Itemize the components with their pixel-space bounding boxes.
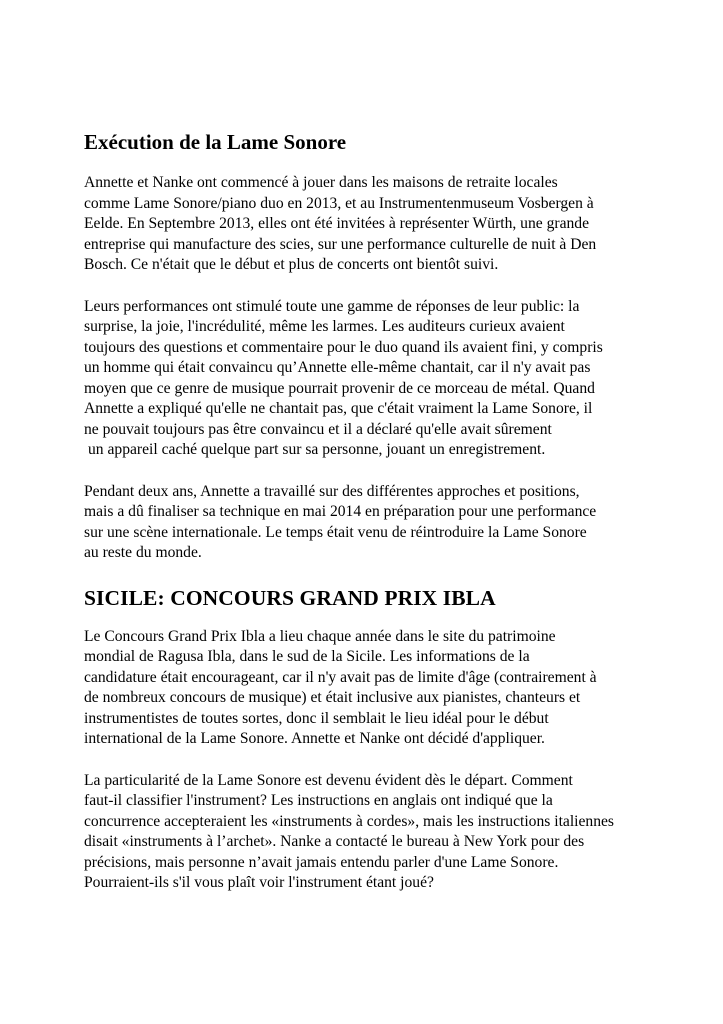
text-line: instrumentistes de toutes sortes, donc il semblait le lieu idéal pour le début: [84, 709, 549, 727]
text-line: moyen que ce genre de musique pourrait provenir de ce morceau de métal. Quand: [84, 379, 595, 397]
text-line: Annette a expliqué qu'elle ne chantait pas, que c'était vraiment la Lame Sonore, il: [84, 400, 593, 417]
text-line: comme Lame Sonore/piano duo en 2013, et au Instrumentenmuseum Vosbergen à: [84, 194, 594, 212]
text-line: Annette et Nanke ont commencé à jouer dans les maisons de retraite locales: [84, 174, 558, 191]
text-line: La particularité de la Lame Sonore est devenu évident dès le départ. Comment: [84, 771, 573, 789]
text-line: Leurs performances ont stimulé toute une gamme de réponses de leur public: la: [84, 297, 580, 315]
text-line: Le Concours Grand Prix Ibla a lieu chaque année dans le site du patrimoine: [84, 627, 556, 645]
text-line: surprise, la joie, l'incrédulité, même les larmes. Les auditeurs curieux avaient: [84, 318, 565, 335]
text-line: sur une scène internationale. Le temps était venu de réintroduire la Lame Sonore: [84, 523, 587, 541]
text-line: mais a dû finaliser sa technique en mai 2014 en préparation pour une performance: [84, 503, 597, 520]
paragraph: [84, 297, 644, 461]
section-heading-sicile: SICILE: CONCOURS GRAND PRIX IBLA: [84, 585, 496, 610]
text-line: un homme qui était convaincu qu’Annette elle-même chantait, car il n'y avait pas: [84, 359, 591, 376]
section-heading-execution: Exécution de la Lame Sonore: [84, 130, 347, 154]
text-line: candidature était encourageant, car il n'y avait pas de limite d'âge (contrairement à: [84, 668, 597, 686]
text-line: entreprise qui manufacture des scies, sur une performance culturelle de nuit à Den: [84, 235, 597, 253]
text-line: toujours des questions et commentaire pour le duo quand ils avaient fini, y compris: [84, 338, 603, 356]
text-line: faut-il classifier l'instrument? Les instructions en anglais ont indiqué que la: [84, 792, 553, 809]
text-line: un appareil caché quelque part sur sa personne, jouant un enregistrement.: [88, 441, 546, 458]
text-line: Pendant deux ans, Annette a travaillé sur des différentes approches et positions,: [84, 482, 580, 500]
text-line: international de la Lame Sonore. Annette et Nanke ont décidé d'appliquer.: [84, 730, 545, 747]
text-line: Eelde. En Septembre 2013, elles ont été invitées à représenter Würth, une grande: [84, 215, 590, 232]
text-line: Pourraient-ils s'il vous plaît voir l'instrument étant joué?: [84, 874, 434, 891]
text-line: Bosch. Ce n'était que le début et plus de concerts ont bientôt suivi.: [84, 256, 499, 273]
text-line: concurrence accepteraient les «instruments à cordes», mais les instructions italiennes: [84, 812, 614, 830]
paragraph: [84, 482, 644, 564]
text-line: précisions, mais personne n’avait jamais entendu parler d'une Lame Sonore.: [84, 853, 559, 871]
text-line: mondial de Ragusa Ibla, dans le sud de la Sicile. Les informations de la: [84, 648, 530, 665]
paragraph: [84, 627, 644, 750]
text-line: de nombreux concours de musique) et était inclusive aux pianistes, chanteurs et: [84, 689, 581, 706]
text-line: au reste du monde.: [84, 544, 202, 561]
paragraph: [84, 771, 644, 894]
text-line: ne pouvait toujours pas être convaincu et il a déclaré qu'elle avait sûrement: [84, 420, 552, 438]
text-line: disait «instruments à l’archet». Nanke a contacté le bureau à New York pour des: [84, 833, 585, 850]
document-body: [84, 129, 644, 915]
paragraph: [84, 173, 644, 276]
